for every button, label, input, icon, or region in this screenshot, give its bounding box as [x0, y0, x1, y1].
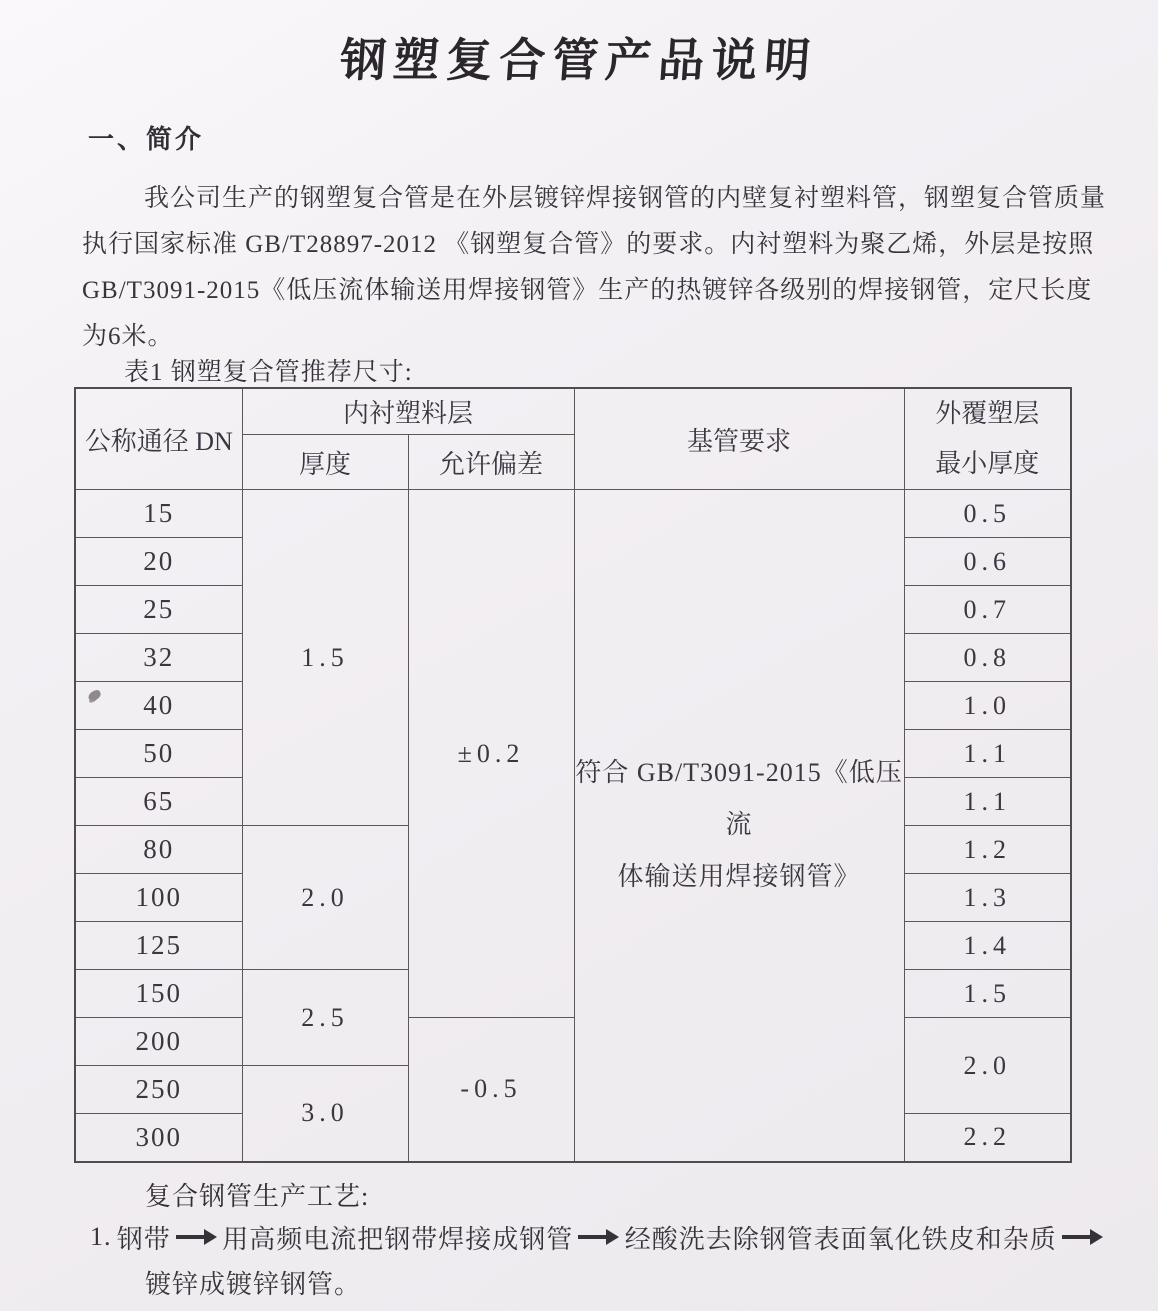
outer-thickness-cell: 0.6 — [904, 538, 1071, 586]
thickness-merged-cell: 2.0 — [242, 826, 408, 970]
dn-cell: 150 — [75, 970, 242, 1018]
outer-thickness-cell: 0.5 — [904, 490, 1071, 538]
document-title: 钢塑复合管产品说明 — [338, 35, 820, 86]
dn-cell: 250 — [75, 1066, 242, 1114]
dn-cell: 125 — [75, 922, 242, 970]
thickness-merged-cell: 1.5 — [242, 490, 408, 826]
paragraph-line: 我公司生产的钢塑复合管是在外层镀锌焊接钢管的内壁复衬塑料管，钢塑复合管质量 — [144, 185, 1107, 212]
list-item-number: 1. — [90, 1222, 112, 1251]
col-header-liner-group: 内衬塑料层 — [242, 388, 574, 435]
process-flow-line — [90, 1214, 1103, 1260]
col-header-tolerance: 允许偏差 — [408, 435, 574, 490]
col-header-outer-layer — [904, 388, 1071, 490]
col-header-base-pipe: 基管要求 — [574, 388, 904, 490]
process-flow-continuation: 镀锌成镀锌钢管。 — [145, 1270, 362, 1299]
process-heading: 复合钢管生产工艺: — [145, 1182, 370, 1211]
base-pipe-requirement-line2: 体输送用焊接钢管》 — [617, 862, 861, 892]
col-header-outer-line2: 最小厚度 — [935, 449, 1040, 478]
process-step: 用高频电流把钢带焊接成钢管 — [222, 1224, 574, 1254]
paragraph-line: GB/T3091-2015《低压流体输送用焊接钢管》生产的热镀锌各级别的焊接钢管，定尺长度 — [82, 277, 1093, 304]
outer-thickness-merged-cell: 2.0 — [904, 1018, 1071, 1114]
base-pipe-requirement-line1: 符合 GB/T3091-2015《低压流 — [575, 758, 903, 840]
outer-thickness-cell: 1.3 — [904, 874, 1071, 922]
right-arrow-icon — [1062, 1235, 1090, 1239]
dn-cell: 300 — [75, 1114, 242, 1162]
base-pipe-requirement-cell — [574, 490, 904, 1162]
dn-cell: 65 — [75, 778, 242, 826]
col-header-outer-line1: 外覆塑层 — [935, 399, 1040, 428]
outer-thickness-cell: 1.1 — [904, 778, 1071, 826]
paragraph-line: 执行国家标准 GB/T28897-2012 《钢塑复合管》的要求。内衬塑料为聚乙烯，外层是按照 — [82, 231, 1095, 258]
dn-cell: 15 — [75, 490, 242, 538]
right-arrow-icon — [176, 1235, 204, 1239]
tolerance-merged-cell: ±0.2 — [408, 490, 574, 1018]
table-caption: 表1 钢塑复合管推荐尺寸: — [124, 359, 413, 386]
col-header-dn: 公称通径 DN — [75, 388, 242, 490]
dn-cell: 100 — [75, 874, 242, 922]
dn-cell: 80 — [75, 826, 242, 874]
right-arrow-icon — [578, 1235, 606, 1239]
intro-paragraph — [82, 176, 1107, 360]
table-row — [75, 1018, 1071, 1066]
process-step: 钢带 — [116, 1224, 171, 1254]
paragraph-line: 为6米。 — [82, 323, 174, 350]
outer-thickness-cell: 1.1 — [904, 730, 1071, 778]
dn-cell: 40 — [75, 682, 242, 730]
dn-cell: 50 — [75, 730, 242, 778]
outer-thickness-cell: 1.0 — [904, 682, 1071, 730]
thickness-merged-cell: 3.0 — [242, 1066, 408, 1162]
process-step: 经酸洗去除钢管表面氧化铁皮和杂质 — [624, 1224, 1057, 1254]
table-row — [75, 490, 1071, 538]
col-header-thickness: 厚度 — [242, 435, 408, 490]
outer-thickness-cell: 1.4 — [904, 922, 1071, 970]
section-heading-intro: 一、简介 — [88, 125, 205, 154]
thickness-merged-cell: 2.5 — [242, 970, 408, 1066]
outer-thickness-cell: 0.8 — [904, 634, 1071, 682]
dn-cell: 20 — [75, 538, 242, 586]
dn-cell: 200 — [75, 1018, 242, 1066]
outer-thickness-cell: 2.2 — [904, 1114, 1071, 1162]
pipe-size-table — [74, 387, 1072, 1163]
dn-cell: 25 — [75, 586, 242, 634]
outer-thickness-cell: 1.5 — [904, 970, 1071, 1018]
dn-cell: 32 — [75, 634, 242, 682]
outer-thickness-cell: 0.7 — [904, 586, 1071, 634]
tolerance-merged-cell: -0.5 — [408, 1018, 574, 1162]
outer-thickness-cell: 1.2 — [904, 826, 1071, 874]
